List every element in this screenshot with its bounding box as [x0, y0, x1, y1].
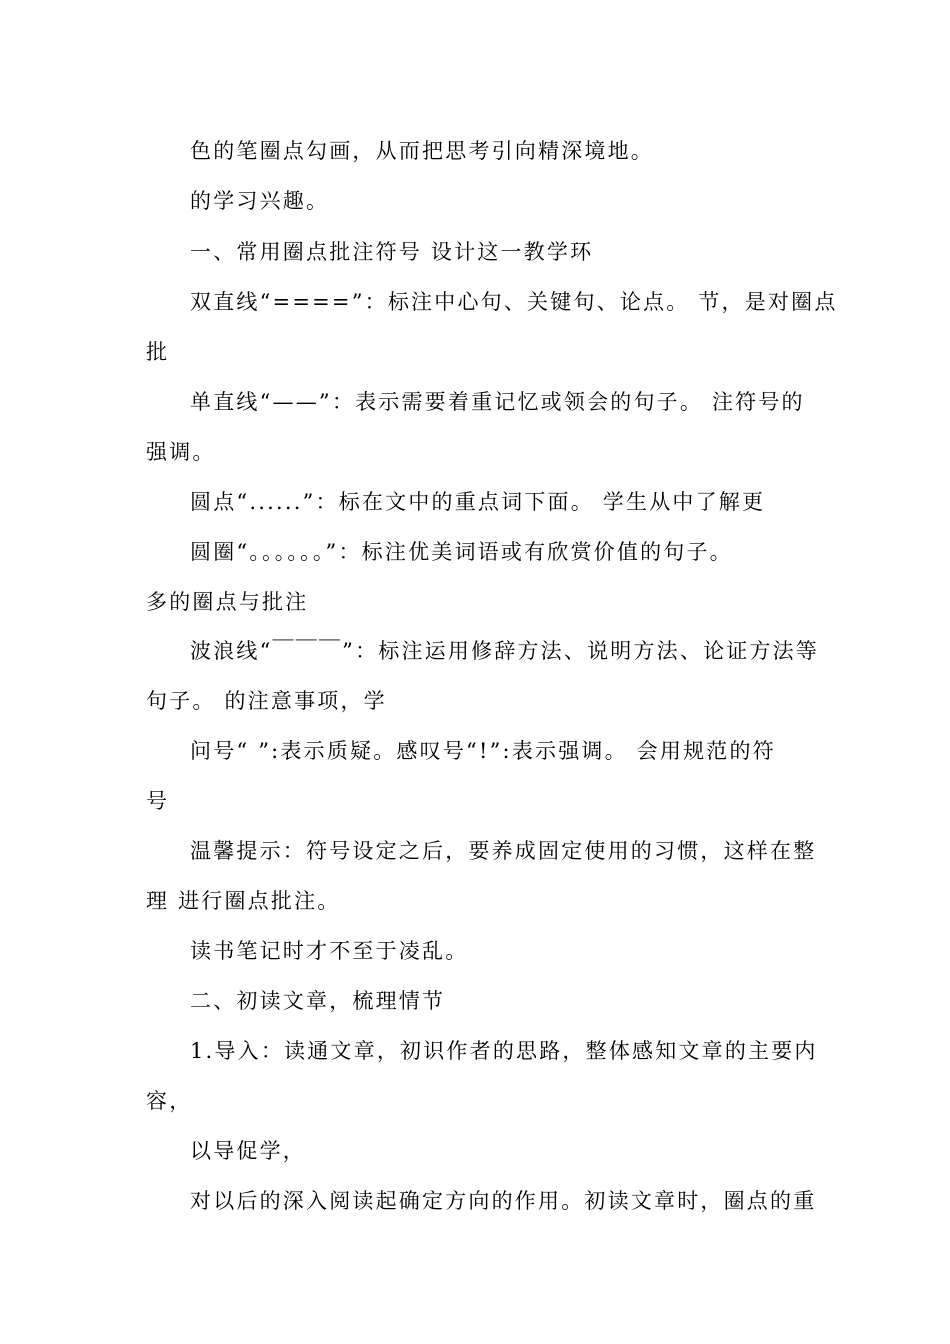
text-line: 双直线“====”：标注中心句、关键句、论点。 节，是对圈点 — [190, 290, 838, 314]
text-line: 对以后的深入阅读起确定方向的作用。初读文章时，圈点的重 — [190, 1189, 817, 1213]
text-line: 单直线“——”：表示需要着重记忆或领会的句子。 注符号的 — [190, 390, 805, 414]
text-line: 容， — [146, 1089, 193, 1113]
text-line: 的学习兴趣。 — [190, 189, 330, 213]
text-line: 波浪线“￣￣￣”：标注运用修辞方法、说明方法、论证方法等 — [190, 639, 820, 663]
text-line: 1.导入：读通文章，初识作者的思路，整体感知文章的主要内 — [190, 1039, 818, 1063]
section-heading: 二、初读文章，梳理情节 — [190, 989, 446, 1013]
text-line: 色的笔圈点勾画，从而把思考引向精深境地。 — [190, 139, 654, 163]
text-line: 问号“ ”:表示质疑。感叹号“!”:表示强调。 会用规范的符 — [190, 739, 776, 763]
text-line: 批 — [146, 340, 170, 364]
text-line: 读书笔记时才不至于凌乱。 — [190, 939, 469, 963]
text-line: 多的圈点与批注 — [146, 590, 309, 614]
section-heading: 一、常用圈点批注符号 设计这一教学环 — [190, 240, 594, 264]
text-line: 温馨提示：符号设定之后，要养成固定使用的习惯，这样在整 — [190, 839, 817, 863]
text-line: 以导促学， — [190, 1139, 306, 1163]
text-line: 圆圈“。。。。。。”：标注优美词语或有欣赏价值的句子。 — [190, 540, 733, 564]
text-line: 句子。 的注意事项，学 — [146, 689, 387, 713]
text-line: 强调。 — [146, 440, 216, 464]
text-line: 理 进行圈点批注。 — [146, 889, 341, 913]
text-line: 圆点“......”：标在文中的重点词下面。 学生从中了解更 — [190, 490, 766, 514]
text-line: 号 — [146, 789, 170, 813]
